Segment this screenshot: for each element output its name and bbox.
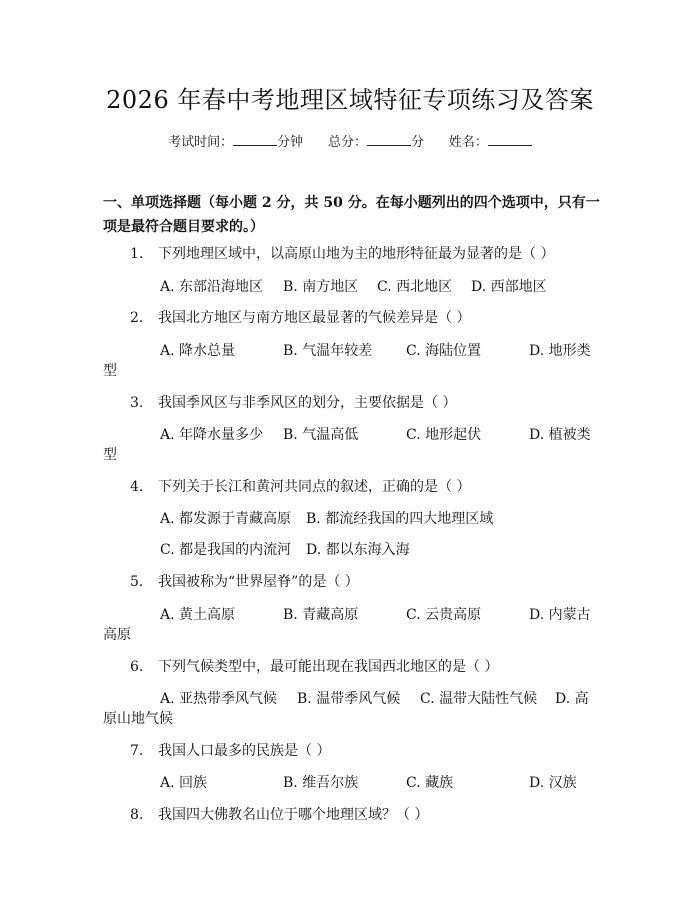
option-d: D. 植被类 <box>529 427 591 443</box>
question-2 <box>130 307 470 327</box>
option-b: B. 气温高低 <box>283 427 359 443</box>
option-wrap: 型 <box>103 447 117 463</box>
question-6 <box>130 656 498 676</box>
question-text: 我国四大佛教名山位于哪个地理区域？（ ） <box>158 807 429 823</box>
option-b: B. 青藏高原 <box>283 607 359 623</box>
option-c: C. 海陆位置 <box>406 343 482 359</box>
option-a: A. 黄土高原 <box>160 607 236 623</box>
question-number: 7. <box>130 743 144 759</box>
score-label: 总分： <box>327 135 367 150</box>
option-c: C. 温带大陆性气候 <box>420 691 538 707</box>
name-blank <box>488 131 532 146</box>
option-d: D. 高 <box>555 691 589 707</box>
question-number: 6. <box>130 659 144 675</box>
option-a: A. 降水总量 <box>160 343 236 359</box>
option-d: D. 地形类 <box>529 343 591 359</box>
question-number: 5. <box>130 574 144 590</box>
exam-meta <box>0 131 700 150</box>
question-text: 我国北方地区与南方地区最显著的气候差异是（ ） <box>158 310 471 326</box>
question-8 <box>130 804 428 824</box>
question-4 <box>130 476 470 496</box>
option-d: D. 都以东海入海 <box>306 542 410 558</box>
time-label: 考试时间： <box>168 135 234 150</box>
question-number: 2. <box>130 310 144 326</box>
question-text: 我国被称为“世界屋脊”的是（ ） <box>158 574 359 590</box>
option-c: C. 地形起伏 <box>406 427 482 443</box>
question-number: 1. <box>130 246 144 262</box>
section-heading: 一、单项选择题（每小题 2 分，共 50 分。在每小题列出的四个选项中，只有一项是最符合题目要求的。） <box>103 195 600 235</box>
question-3 <box>130 392 456 412</box>
option-b: B. 都流经我国的四大地理区域 <box>306 511 494 527</box>
option-a: A. 回族 <box>160 775 208 791</box>
option-b: B. 温带季风气候 <box>297 691 401 707</box>
option-b: B. 气温年较差 <box>283 343 373 359</box>
option-c: C. 藏族 <box>406 775 454 791</box>
question-text: 下列关于长江和黄河共同点的叙述，正确的是（ ） <box>158 479 471 495</box>
option-wrap: 高原 <box>103 627 131 643</box>
score-blank <box>367 131 411 146</box>
option-wrap: 原山地气候 <box>103 711 173 727</box>
option-d: D. 汉族 <box>529 775 577 791</box>
time-blank <box>233 131 277 146</box>
option-c: C. 西北地区 <box>377 279 453 295</box>
option-a: A. 都发源于青藏高原 <box>160 511 292 527</box>
option-a: A. 东部沿海地区 <box>160 279 264 295</box>
name-label: 姓名： <box>448 135 488 150</box>
option-c: C. 云贵高原 <box>406 607 482 623</box>
option-c: C. 都是我国的内流河 <box>160 542 292 558</box>
question-number: 4. <box>130 479 144 495</box>
question-7 <box>130 740 330 760</box>
option-a: A. 年降水量多少 <box>160 427 264 443</box>
question-text: 下列气候类型中，最可能出现在我国西北地区的是（ ） <box>158 659 499 675</box>
question-number: 3. <box>130 395 144 411</box>
question-1 <box>130 243 554 263</box>
option-a: A. 亚热带季风气候 <box>160 691 278 707</box>
option-d: D. 西部地区 <box>471 279 547 295</box>
question-number: 8. <box>130 807 144 823</box>
question-5 <box>130 571 359 591</box>
option-b: B. 南方地区 <box>283 279 359 295</box>
time-unit: 分钟 <box>277 135 304 150</box>
option-wrap: 型 <box>103 363 117 379</box>
page-title: 2026 年春中考地理区域特征专项练习及答案 <box>106 86 594 114</box>
score-unit: 分 <box>411 135 425 150</box>
option-d: D. 内蒙古 <box>529 607 591 623</box>
option-b: B. 维吾尔族 <box>283 775 359 791</box>
question-text: 我国季风区与非季风区的划分，主要依据是（ ） <box>158 395 457 411</box>
question-text: 我国人口最多的民族是（ ） <box>158 743 331 759</box>
question-text: 下列地理区域中，以高原山地为主的地形特征最为显著的是（ ） <box>158 246 555 262</box>
